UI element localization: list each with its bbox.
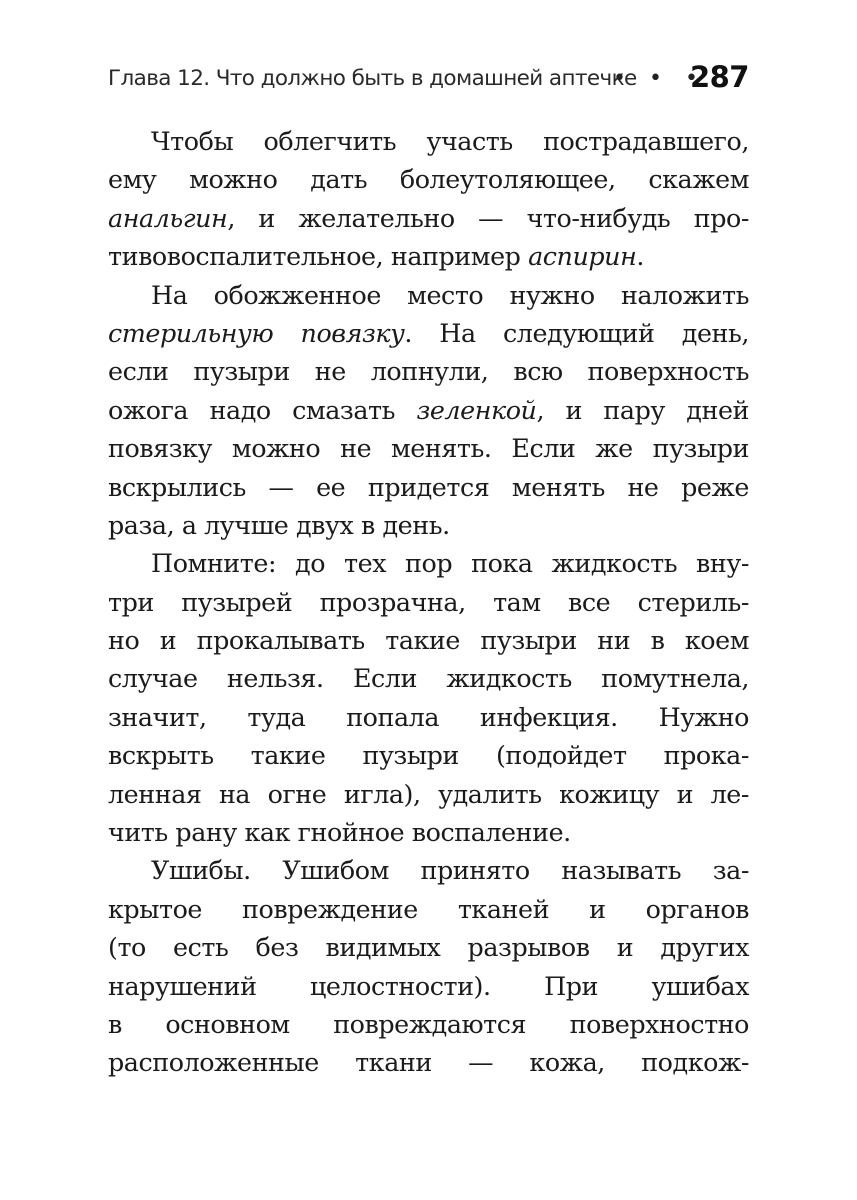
text-line <box>108 468 749 506</box>
text-line <box>108 544 749 582</box>
text-run: Ушибы. Ушибом принято называть за- <box>151 855 749 886</box>
text-run: случае нельзя. Если жидкость помутнела, <box>108 663 749 694</box>
text-line <box>108 775 749 813</box>
text-line <box>108 736 749 774</box>
text-line <box>108 506 749 544</box>
text-run: но и прокалывать такие пузыри ни в коем <box>108 625 749 656</box>
text-line <box>108 352 749 390</box>
text-line <box>108 659 749 697</box>
text-run: в основном повреждаются поверхностно <box>108 1008 749 1039</box>
chapter-title: Глава 12. Что должно быть в домашней аптечке <box>108 66 637 91</box>
text-line <box>108 1043 749 1081</box>
text-run: ожога надо смазать <box>108 394 417 425</box>
text-line <box>108 276 749 314</box>
text-run: ленная на огне игла), удалить кожицу и ле- <box>108 778 749 809</box>
text-line <box>108 199 749 237</box>
paragraph <box>108 544 749 851</box>
text-run: На обожженное место нужно наложить <box>151 279 749 310</box>
text-run: ему можно дать болеутоляющее, скажем <box>108 164 749 195</box>
text-line <box>108 890 749 928</box>
text-run: если пузыри не лопнули, всю поверхность <box>108 356 749 387</box>
text-line <box>108 391 749 429</box>
text-line <box>108 621 749 659</box>
text-run: . <box>636 241 644 272</box>
text-run: значит, туда попала инфекция. Нужно <box>108 701 749 732</box>
text-run: Помните: до тех пор пока жидкость вну- <box>151 548 749 579</box>
running-head <box>108 62 749 96</box>
text-line <box>108 429 749 467</box>
text-run: нарушений целостности). При ушибах <box>108 970 749 1001</box>
italic-term: анальгин <box>108 202 228 233</box>
text-run: , и пару дней <box>536 394 749 425</box>
text-run: крытое повреждение тканей и органов <box>108 893 749 924</box>
text-run: повязку можно не менять. Если же пузыри <box>108 433 749 464</box>
text-line <box>108 237 749 275</box>
text-run: вскрыть такие пузыри (подойдет прока- <box>108 740 749 771</box>
dot-ornament: • • • <box>613 66 706 91</box>
text-run: вскрылись — ее придется менять не реже <box>108 471 749 502</box>
text-line <box>108 967 749 1005</box>
text-line <box>108 583 749 621</box>
text-line <box>108 928 749 966</box>
text-run: расположенные ткани — кожа, подкож- <box>108 1047 749 1078</box>
text-line <box>108 160 749 198</box>
italic-term: зеленкой <box>416 394 537 425</box>
text-run: чить рану как гнойное воспаление. <box>108 817 571 848</box>
italic-term: аспирин <box>528 241 637 272</box>
text-run: Чтобы облегчить участь пострадавшего, <box>151 126 749 156</box>
paragraph <box>108 276 749 545</box>
text-line <box>108 122 749 160</box>
text-run: , и желательно — что-нибудь про- <box>227 202 749 233</box>
italic-term: стерильную повязку <box>108 317 405 348</box>
text-line <box>108 1005 749 1043</box>
text-run: тивовоспалительное, например <box>108 241 529 272</box>
text-line <box>108 698 749 736</box>
text-run: раза, а лучше двух в день. <box>108 509 450 540</box>
text-run: . На следующий день, <box>404 317 750 348</box>
text-line <box>108 314 749 352</box>
text-line <box>108 851 749 889</box>
body-text <box>108 122 749 1082</box>
paragraph <box>108 851 749 1081</box>
text-run: три пузырей прозрачна, там все стериль- <box>108 586 749 617</box>
page-number: 287 <box>689 60 749 94</box>
text-run: (то есть без видимых разрывов и других <box>108 932 749 963</box>
paragraph <box>108 122 749 276</box>
text-line <box>108 813 749 851</box>
